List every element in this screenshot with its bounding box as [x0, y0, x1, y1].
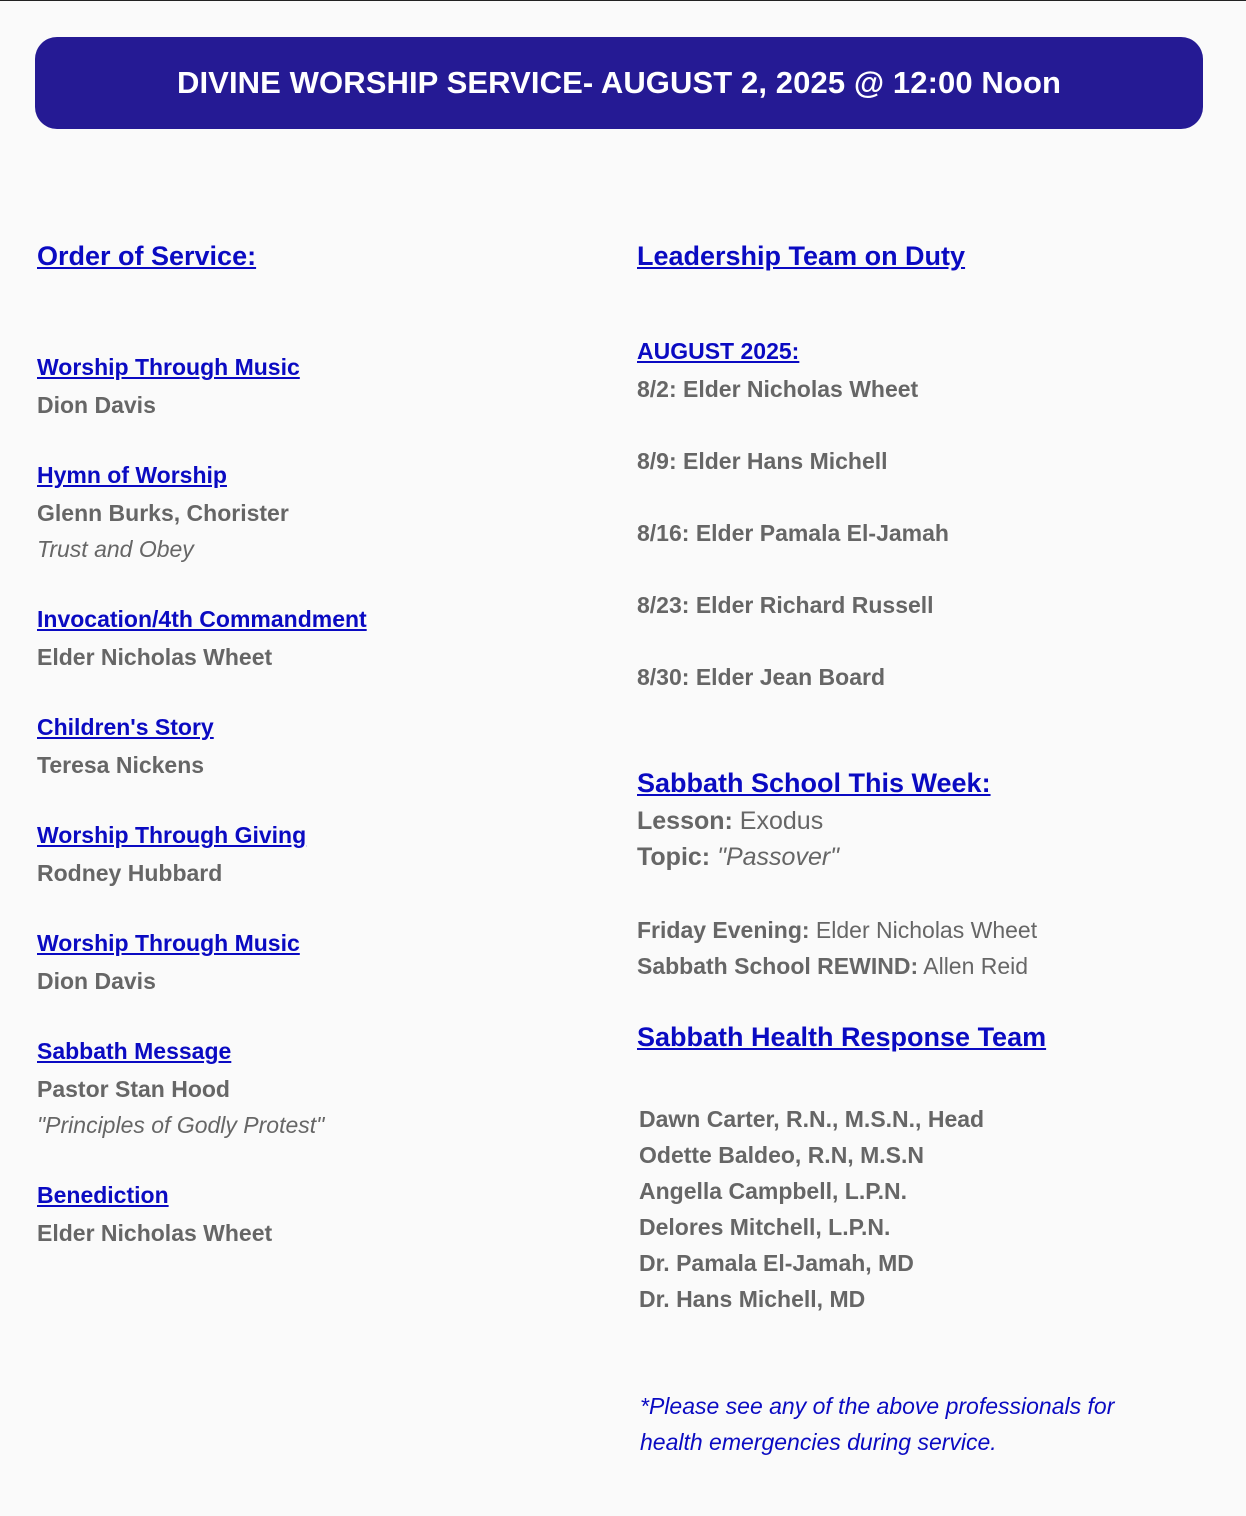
service-item-title[interactable]: Children's Story — [37, 714, 214, 740]
service-item-detail: "Principles of Godly Protest" — [37, 1112, 325, 1138]
health-team-member: Dawn Carter, R.N., M.S.N., Head — [639, 1106, 985, 1132]
leadership-heading[interactable]: Leadership Team on Duty — [637, 241, 966, 271]
service-item-title[interactable]: Sabbath Message — [37, 1038, 232, 1064]
service-item-person: Dion Davis — [37, 968, 156, 994]
top-border — [0, 0, 1246, 1]
service-item-person: Glenn Burks, Chorister — [37, 500, 289, 526]
topic-line — [637, 843, 839, 872]
service-banner — [35, 37, 1203, 129]
leadership-duty: 8/2: Elder Nicholas Wheet — [637, 376, 919, 402]
health-team-heading[interactable]: Sabbath Health Response Team — [637, 1022, 1047, 1052]
service-item-title[interactable]: Worship Through Music — [37, 354, 300, 380]
health-team-member: Dr. Hans Michell, MD — [639, 1286, 866, 1312]
lesson-line — [637, 807, 823, 836]
topic-value: "Passover" — [710, 843, 840, 871]
service-item-title[interactable]: Benediction — [37, 1182, 169, 1208]
health-team-member: Delores Mitchell, L.P.N. — [639, 1214, 891, 1240]
service-item-person: Elder Nicholas Wheet — [37, 1220, 273, 1246]
lesson-label: Lesson: — [637, 807, 733, 835]
service-item-detail: Trust and Obey — [37, 536, 194, 562]
friday-value: Elder Nicholas Wheet — [809, 917, 1038, 943]
sabbath-school-heading[interactable]: Sabbath School This Week: — [637, 768, 991, 798]
health-emergency-note: *Please see any of the above professionals for health emergencies during service. — [640, 1393, 1115, 1455]
leadership-duty: 8/16: Elder Pamala El-Jamah — [637, 520, 949, 546]
service-item-person: Elder Nicholas Wheet — [37, 644, 273, 670]
leadership-duty: 8/9: Elder Hans Michell — [637, 448, 888, 474]
service-item-title[interactable]: Worship Through Music — [37, 930, 300, 956]
service-item-person: Dion Davis — [37, 392, 156, 418]
lesson-value: Exodus — [732, 807, 824, 835]
health-team-member: Angella Campbell, L.P.N. — [639, 1178, 907, 1204]
leadership-duty: 8/23: Elder Richard Russell — [637, 592, 934, 618]
topic-label: Topic: — [637, 843, 711, 871]
service-item-title[interactable]: Worship Through Giving — [37, 822, 307, 848]
rewind-line — [637, 953, 1028, 980]
service-item-person: Pastor Stan Hood — [37, 1076, 230, 1102]
health-team-member: Odette Baldeo, R.N, M.S.N — [639, 1142, 924, 1168]
leadership-duty: 8/30: Elder Jean Board — [637, 664, 885, 690]
leadership-month[interactable]: AUGUST 2025: — [637, 338, 800, 364]
banner-title: DIVINE WORSHIP SERVICE- AUGUST 2, 2025 @ 12:00 Noon — [176, 65, 1062, 100]
friday-label: Friday Evening: — [637, 917, 810, 943]
friday-evening-line — [637, 917, 1037, 944]
service-item-title[interactable]: Hymn of Worship — [37, 462, 227, 488]
health-team-member: Dr. Pamala El-Jamah, MD — [639, 1250, 914, 1276]
service-item-title[interactable]: Invocation/4th Commandment — [37, 606, 367, 632]
rewind-label: Sabbath School REWIND: — [637, 953, 919, 979]
service-item-person: Rodney Hubbard — [37, 860, 223, 886]
order-of-service-heading[interactable]: Order of Service: — [37, 241, 257, 271]
rewind-value: Allen Reid — [918, 953, 1029, 979]
service-item-person: Teresa Nickens — [37, 752, 205, 778]
